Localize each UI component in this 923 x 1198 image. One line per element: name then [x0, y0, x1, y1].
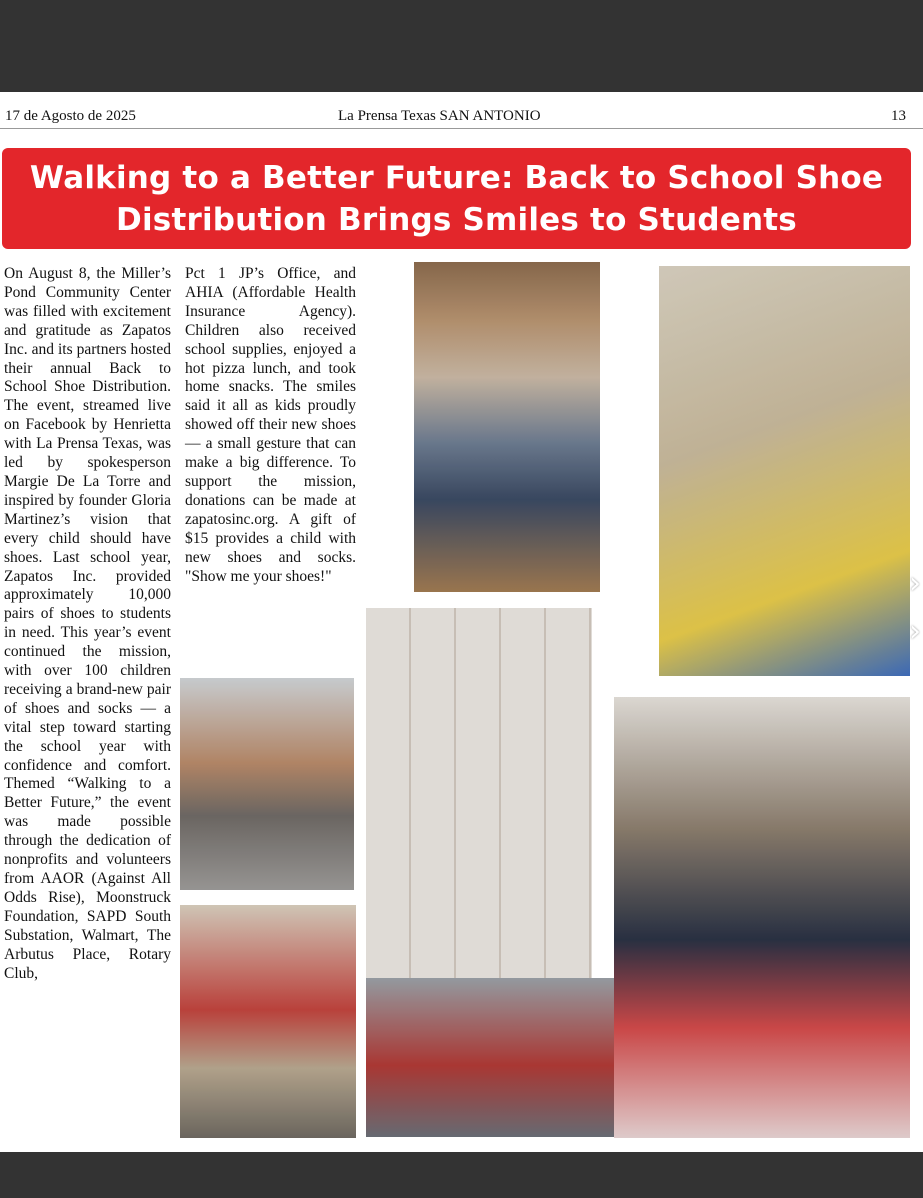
issue-date: 17 de Agosto de 2025 [5, 108, 136, 124]
photo-shoe-tables [414, 262, 600, 592]
newspaper-name: La Prensa Texas SAN ANTONIO [338, 108, 541, 124]
chevron-right-icon[interactable]: › [909, 566, 921, 601]
newspaper-page [0, 92, 923, 1152]
header-divider [0, 128, 923, 129]
photo-founder-portrait [659, 266, 910, 676]
photo-officers-supplies [614, 697, 910, 1138]
page-number: 13 [891, 108, 906, 124]
article-headline: Walking to a Better Future: Back to School Shoe Distribution Brings Smiles to Students [29, 159, 884, 238]
photo-volunteers-seated [180, 905, 356, 1138]
photo-group-volunteers [366, 978, 647, 1137]
article-column-2: Pct 1 JP’s Office, and AHIA (Affordable Health Insurance Agency). Children also received school supplies, enjoyed a hot pizza lunch, and took home snacks. The smiles said it all as kids proudly showed off their new shoes — a small gesture that can make a big difference. To support the mission, donations can be made at zapatosinc.org. A gift of $15 provides a child with new shoes and socks. "Show me your shoes!" [185, 265, 356, 585]
article-column-1: On August 8, the Miller’s Pond Community Center was filled with excitement and gratitude as Zapatos Inc. and its partners hosted their annual Back to School Shoe Distribution. The event, streamed live on Facebook by Henrietta with La Prensa Texas, was led by spokesperson Margie De La Torre and inspired by founder Gloria Martinez’s vision that every child should have shoes. Last school year, Zapatos Inc. provided approximately 10,000 pairs of shoes to students in need. This year’s event continued the mission, with over 100 children receiving a brand-new pair of shoes and socks — a vital step toward starting the school year with confidence and comfort. Themed “Walking to a Better Future,” the event was made possible through the dedication of nonprofits and volunteers from AAOR (Against All Odds Rise), Moonstruck Foundation, SAPD South Substation, Walmart, The Arbutus Place, Rotary Club, [4, 265, 171, 982]
chevron-right-icon[interactable]: › [909, 614, 921, 649]
photo-collage [366, 608, 592, 978]
viewer-top-bar [0, 0, 923, 92]
viewer-bottom-bar [0, 1152, 923, 1198]
photo-shoe-fitting [180, 678, 354, 890]
headline-banner [2, 148, 911, 249]
